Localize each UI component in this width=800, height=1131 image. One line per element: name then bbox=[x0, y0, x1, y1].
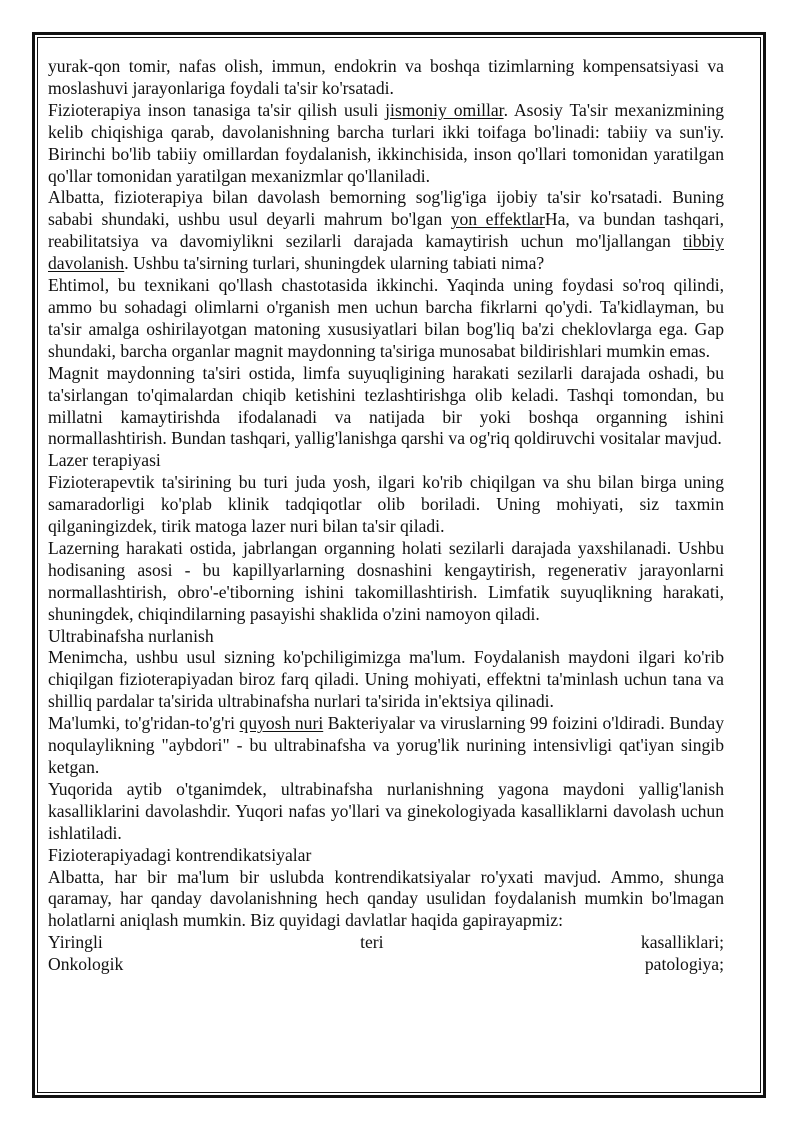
paragraph bbox=[48, 100, 724, 188]
text-run: yurak-qon tomir, nafas olish, immun, endokrin va boshqa tizimlarning kompensatsiyasi va moslashuvi jarayonlariga foydali ta'sir ko'rsatadi. bbox=[48, 56, 724, 98]
text-run: Lazerning harakati ostida, jabrlangan organning holati sezilarli darajada yaxshilanadi. Ushbu hodisaning asosi - bu kapillyarlarning dosnashini kengaytirish, regenerativ jarayonlarni normallashtirish, obro'-e'tiborning ishini takomillashtirish. Limfatik suyuqlikning harakati, shuningdek, chiqindilarning pasayishi shaklida o'zini namoyon qiladi. bbox=[48, 537, 724, 624]
inline-link[interactable]: tibbiy davolanish bbox=[48, 231, 724, 274]
text-run: Fizioterapevtik ta'sirining bu turi juda yosh, ilgari ko'rib chiqilgan va shu bilan birga uning samaradorligi ko'plab klinik tadqiqotlar olib boriladi. Uning mohiyati, siz taxmin qilganingizdek, tirik matoga lazer nuri bilan ta'sir qiladi. bbox=[48, 472, 724, 537]
text-run: Bakteriyalar va viruslarning 99 foizini o'ldiradi. Bunday noqulaylikning "aybdori" - bu ultrabinafsha va yorug'lik nurining intensivligi qat'iyan singib ketgan. bbox=[48, 713, 725, 777]
text-run: Ma'lumki, to'g'ridan-to'g'ri bbox=[48, 713, 240, 734]
paragraph bbox=[48, 363, 724, 451]
paragraph bbox=[48, 538, 724, 626]
text-run: Ehtimol, bu texnikani qo'llash chastotasida ikkinchi. Yaqinda uning foydasi so'roq qilindi, ammo bu sohadagi olimlarni o'rganish men uchun barcha fikrlarni qo'ydi. Ta'kidlayman, bu ta'sir amalga oshirilayotgan matoning xususiyatlari bilan bog'liq ba'zi cheklovlarga ega. Gap shundaki, barcha organlar magnit maydonning ta'siriga munosabat bildirishlari mumkin emas. bbox=[48, 275, 724, 361]
document-body bbox=[48, 56, 724, 976]
paragraph bbox=[48, 187, 724, 275]
paragraph bbox=[48, 713, 724, 779]
list-word: kasalliklari; bbox=[640, 932, 724, 953]
text-run: Menimcha, ushbu usul sizning ko'pchiligimizga ma'lum. Foydalanish maydoni ilgari ko'rib chiqilgan fizioterapiyadan biroz farq qiladi. Uning mohiyati, effektni ta'minlash uchun tana va shilliq pardalar ta'sirida ultrabinafsha nurlari ta'sirida in'ektsiya qilinadi. bbox=[48, 647, 724, 712]
text-run: Albatta, fizioterapiya bilan davolash bemorning sog'lig'iga ijobiy ta'sir ko'rsatadi. Buning sababi shundaki, ushbu usul deyarli mahrum bo'lgan bbox=[48, 187, 724, 230]
paragraph bbox=[48, 867, 724, 933]
text-run: . Asosiy Ta'sir mexanizmining kelib chiqishiga qarab, davolanishning barcha turlari ikki toifaga bo'linadi: tabiiy va sun'iy. Birinchi bo'lib tabiiy omillardan foydalanish, ikkinchisida, inson qo'llari tomonidan yaratilgan qo'llar tomonidan yaratilgan mexanizmlar qo'llaniladi. bbox=[48, 99, 725, 186]
list-line bbox=[48, 932, 724, 954]
text-run: . Ushbu ta'sirning turlari, shuningdek ularning tabiati nima? bbox=[124, 253, 545, 274]
text-run: Fizioterapiya inson tanasiga ta'sir qilish usuli bbox=[48, 99, 386, 120]
list-word: Yiringli bbox=[48, 932, 103, 953]
list-line bbox=[48, 954, 724, 976]
section-heading: Lazer terapiyasi bbox=[48, 450, 161, 471]
paragraph bbox=[48, 779, 724, 845]
text-run: Yuqorida aytib o'tganimdek, ultrabinafsha nurlanishning yagona maydoni yallig'lanish kasalliklarini davolashdir. Yuqori nafas yo'llari va ginekologiyada kasalliklarni davolash uchun ishlatiladi. bbox=[48, 778, 724, 843]
list-word: Onkologik bbox=[48, 954, 124, 975]
list-word: patologiya; bbox=[644, 954, 724, 975]
text-run: Albatta, har bir ma'lum bir uslubda kontrendikatsiyalar ro'yxati mavjud. Ammo, shunga qaramay, har qanday davolanishning hech qanday usulidan foydalanish mumkin bo'lmagan holatlarni aniqlash mumkin. Biz quyidagi davlatlar haqida gapirayapmiz: bbox=[48, 866, 724, 931]
paragraph bbox=[48, 647, 724, 713]
inline-link[interactable]: jismoniy omillar bbox=[385, 99, 504, 120]
paragraph bbox=[48, 275, 724, 363]
text-run: Magnit maydonning ta'siri ostida, limfa suyuqligining harakati sezilarli darajada oshadi, bu ta'sirlangan to'qimalardan chiqib ketishini tezlashtirishga olib keladi. Tashqi tomondan, bu millatni kamaytirishda ifodalanadi va natijada bir yoki boshqa organning ishini normallashtirish. Bundan tashqari, yallig'lanishga qarshi va og'riq qoldiruvchi vositalar mavjud. bbox=[48, 362, 724, 449]
inline-link[interactable]: yon effektlar bbox=[450, 209, 545, 230]
inline-link[interactable]: quyosh nuri bbox=[239, 713, 324, 734]
section-heading: Fizioterapiyadagi kontrendikatsiyalar bbox=[48, 844, 312, 865]
paragraph bbox=[48, 56, 724, 100]
paragraph bbox=[48, 472, 724, 538]
text-run: Ha, va bundan tashqari, reabilitatsiya va davomiylikni sezilarli darajada kamaytirish uchun mo'ljallangan bbox=[48, 209, 724, 252]
section-heading: Ultrabinafsha nurlanish bbox=[48, 625, 214, 646]
list-word: teri bbox=[360, 932, 384, 953]
